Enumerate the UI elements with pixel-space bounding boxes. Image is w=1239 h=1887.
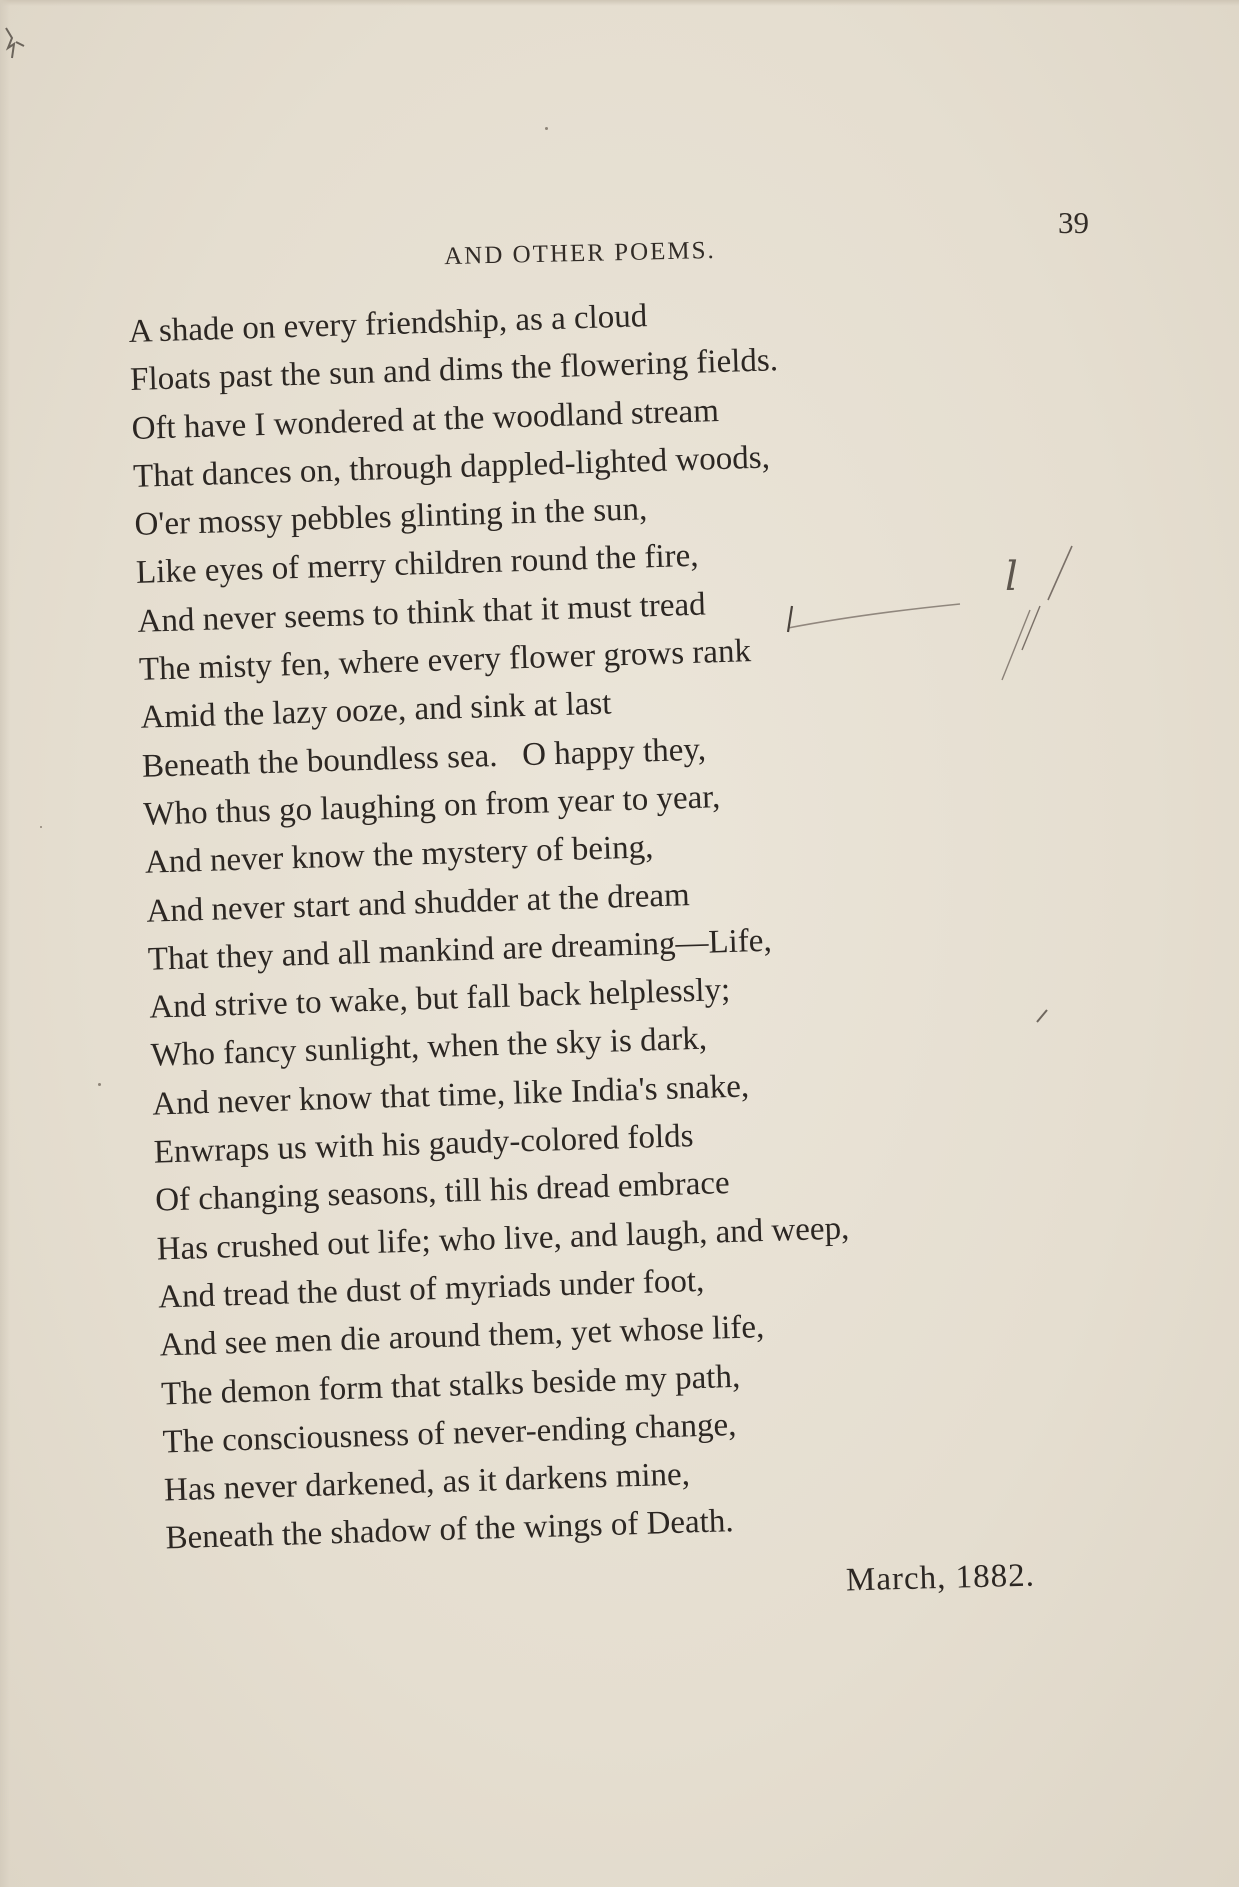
page-number: 39 (1058, 205, 1089, 240)
ink-blot-mark (2, 24, 32, 74)
poem-line: That they and all mankind are dreaming—Life, (147, 922, 773, 978)
margin-slash-2 (1022, 606, 1040, 650)
poem-line: Beneath the shadow of the wings of Death. (165, 1503, 735, 1557)
poem-line: Has never darkened, as it darkens mine, (163, 1456, 691, 1509)
poem-line: Has crushed out life; who live, and laugh, and weep, (156, 1210, 850, 1268)
poem-line: And see men die around them, yet whose life, (159, 1309, 765, 1364)
paper-speck (40, 826, 42, 828)
poem-line: Who thus go laughing on from year to year, (142, 779, 721, 833)
poem-line: Enwraps us with his gaudy-colored folds (153, 1118, 694, 1171)
poem-line: The demon form that stalks beside my path, (160, 1358, 741, 1413)
poem-line: Who fancy sunlight, when the sky is dark, (150, 1021, 708, 1075)
poem-line: Beneath the boundless sea. O happy they, (141, 731, 707, 785)
margin-letter-mark: l (1005, 554, 1018, 600)
poem-line: And never seems to think that it must tread (137, 586, 707, 640)
poem-line: Of changing seasons, till his dread embrace (154, 1165, 731, 1219)
paper-speck (98, 1083, 101, 1086)
poem-line: O'er mossy pebbles glinting in the sun, (134, 491, 648, 544)
poem-date: March, 1882. (845, 1557, 1036, 1599)
poem-line: That dances on, through dappled-lighted woods, (132, 439, 771, 495)
poem-line: And never know the mystery of being, (144, 829, 654, 881)
poem-line: And tread the dust of myriads under foot, (157, 1262, 705, 1316)
poem-line: Floats past the sun and dims the flowering fields. (129, 342, 779, 399)
margin-slash-1 (1048, 546, 1072, 600)
poem-line: Amid the lazy ooze, and sink at last (139, 685, 612, 737)
running-title: AND OTHER POEMS. (443, 236, 717, 271)
page-top-edge (0, 0, 1239, 6)
paper-speck (545, 127, 548, 130)
page-left-edge (0, 0, 10, 1887)
poem-line: Oft have I wondered at the woodland stream (131, 392, 720, 447)
poem-line: The consciousness of never-ending change, (162, 1406, 737, 1461)
poem-line: And strive to wake, but fall back helplessly; (148, 972, 731, 1026)
poem-line: A shade on every friendship, as a cloud (128, 298, 648, 350)
poem-line: The misty fen, where every flower grows rank (138, 633, 752, 688)
margin-tick (1037, 1010, 1047, 1022)
margin-slash-3 (1002, 610, 1030, 680)
poem-text (128, 287, 859, 1563)
poem-line: And never start and shudder at the dream (145, 876, 691, 930)
poem-line: And never know that time, like India's snake, (151, 1068, 750, 1123)
poem-line: Like eyes of merry children round the fire, (135, 538, 700, 592)
